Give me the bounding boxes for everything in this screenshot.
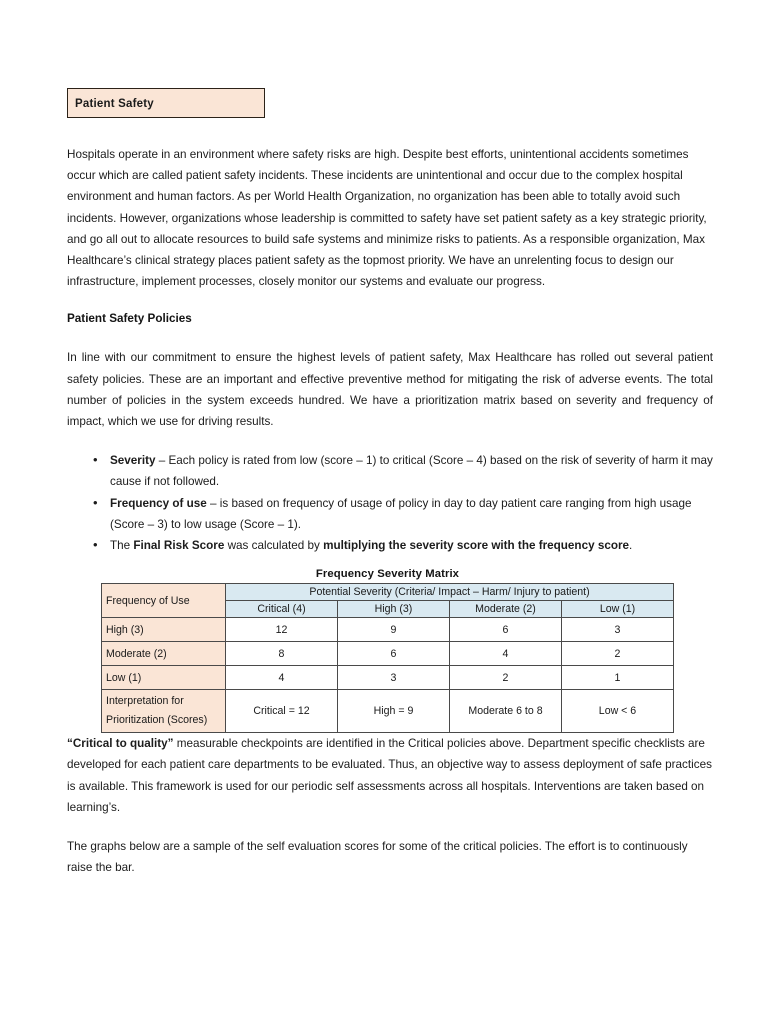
row-header-label: Frequency of Use — [102, 584, 226, 618]
severity-group-header: Potential Severity (Criteria/ Impact – Harm/ Injury to patient) — [226, 584, 674, 601]
row-label-moderate: Moderate (2) — [102, 642, 226, 666]
column-header-critical: Critical (4) — [226, 601, 338, 618]
closing-paragraph-graphs: The graphs below are a sample of the self evaluation scores for some of the critical policies. The effort is to continuously raise the bar. — [67, 840, 688, 875]
frequency-severity-matrix-wrap — [101, 568, 674, 733]
interpretation-label: Interpretation for Prioritization (Scores) — [102, 690, 226, 733]
column-header-moderate: Moderate (2) — [450, 601, 562, 618]
page-title: Patient Safety — [75, 98, 154, 110]
cell-low-low: 1 — [562, 666, 674, 690]
cell-high-high: 9 — [338, 618, 450, 642]
cell-low-moderate: 2 — [450, 666, 562, 690]
interpretation-high: High = 9 — [338, 690, 450, 733]
interpretation-critical: Critical = 12 — [226, 690, 338, 733]
intro-paragraph: Hospitals operate in an environment where safety risks are high. Despite best efforts, unintentional accidents sometimes occur which are called patient safety incidents. These incidents are unintentional and occur due to the complex hospital environment and human factors. As per World Health Organization, no organization has been able to totally avoid such incidents. However, organizations whose leadership is committed to safety have set patient safety as a key strategic priority, and go all out to allocate resources to build safe systems and minimize risks to patients. As a responsible organization, Max Healthcare’s clinical strategy places patient safety as the topmost priority. We have an unrelenting focus to design our infrastructure, implement processes, closely monitor our systems and evaluate our progress. — [67, 148, 707, 289]
policies-paragraph: In line with our commitment to ensure the highest levels of patient safety, Max Healthcare has rolled out several patient safety policies. These are an important and effective preventive method for mitigating the risk of adverse events. The total number of policies in the system exceeds hundred. We have a prioritization matrix based on severity and frequency of impact, which we use for driving results. — [67, 351, 713, 429]
criteria-bullet-list — [67, 450, 713, 556]
column-header-low: Low (1) — [562, 601, 674, 618]
closing-paragraph-critical-to-quality — [67, 733, 713, 818]
cell-moderate-moderate: 4 — [450, 642, 562, 666]
cell-low-high: 3 — [338, 666, 450, 690]
table-header-row-group — [102, 584, 674, 601]
bullet-lead-frequency: Frequency of use — [110, 496, 207, 510]
policies-heading: Patient Safety Policies — [67, 312, 192, 326]
document-content — [67, 88, 713, 896]
matrix-table-title: Frequency Severity Matrix — [315, 568, 460, 581]
bullet-lead-final-risk: Final Risk Score — [133, 539, 225, 553]
cell-low-critical: 4 — [226, 666, 338, 690]
cell-high-critical: 12 — [226, 618, 338, 642]
row-label-low: Low (1) — [102, 666, 226, 690]
cell-high-moderate: 6 — [450, 618, 562, 642]
bullet-lead-severity: Severity — [110, 454, 156, 468]
patient-safety-title-box — [67, 88, 265, 118]
interpretation-moderate: Moderate 6 to 8 — [450, 690, 562, 733]
closing-paragraph-lead: “Critical to quality” — [67, 737, 174, 751]
bullet-mid-final-risk: was calculated by — [224, 539, 324, 553]
bullet-prefix-final-risk: The — [110, 539, 134, 553]
closing-paragraph-text: measurable checkpoints are identified in the Critical policies above. Department specific checklists are developed for each patient care departments to be evaluated. Thus, an objective way to assess deployment of safe practices is available. This framework is used for our periodic self assessments across all hospitals. Interventions are taken based on learning’s. — [67, 737, 712, 814]
column-header-high: High (3) — [338, 601, 450, 618]
list-item — [67, 450, 713, 492]
list-item — [67, 535, 713, 556]
interpretation-low: Low < 6 — [562, 690, 674, 733]
table-row — [102, 666, 674, 690]
bullet-text-frequency: – is based on frequency of usage of policy in day to day patient care ranging from high usage (Score – 3) to low usage (Score – 1). — [110, 496, 692, 531]
bullet-bold-tail-final-risk: multiplying the severity score with the frequency score — [323, 539, 630, 553]
cell-moderate-low: 2 — [562, 642, 674, 666]
cell-high-low: 3 — [562, 618, 674, 642]
table-row — [102, 618, 674, 642]
bullet-text-severity: – Each policy is rated from low (score – 1) to critical (Score – 4) based on the risk of severity of harm it may cause if not followed. — [110, 454, 713, 489]
cell-moderate-high: 6 — [338, 642, 450, 666]
cell-moderate-critical: 8 — [226, 642, 338, 666]
list-item — [67, 493, 713, 535]
frequency-severity-matrix-table — [101, 583, 674, 733]
row-label-high: High (3) — [102, 618, 226, 642]
table-row-interpretation — [102, 690, 674, 733]
bullet-text-final-risk: . — [629, 539, 633, 553]
table-row — [102, 642, 674, 666]
